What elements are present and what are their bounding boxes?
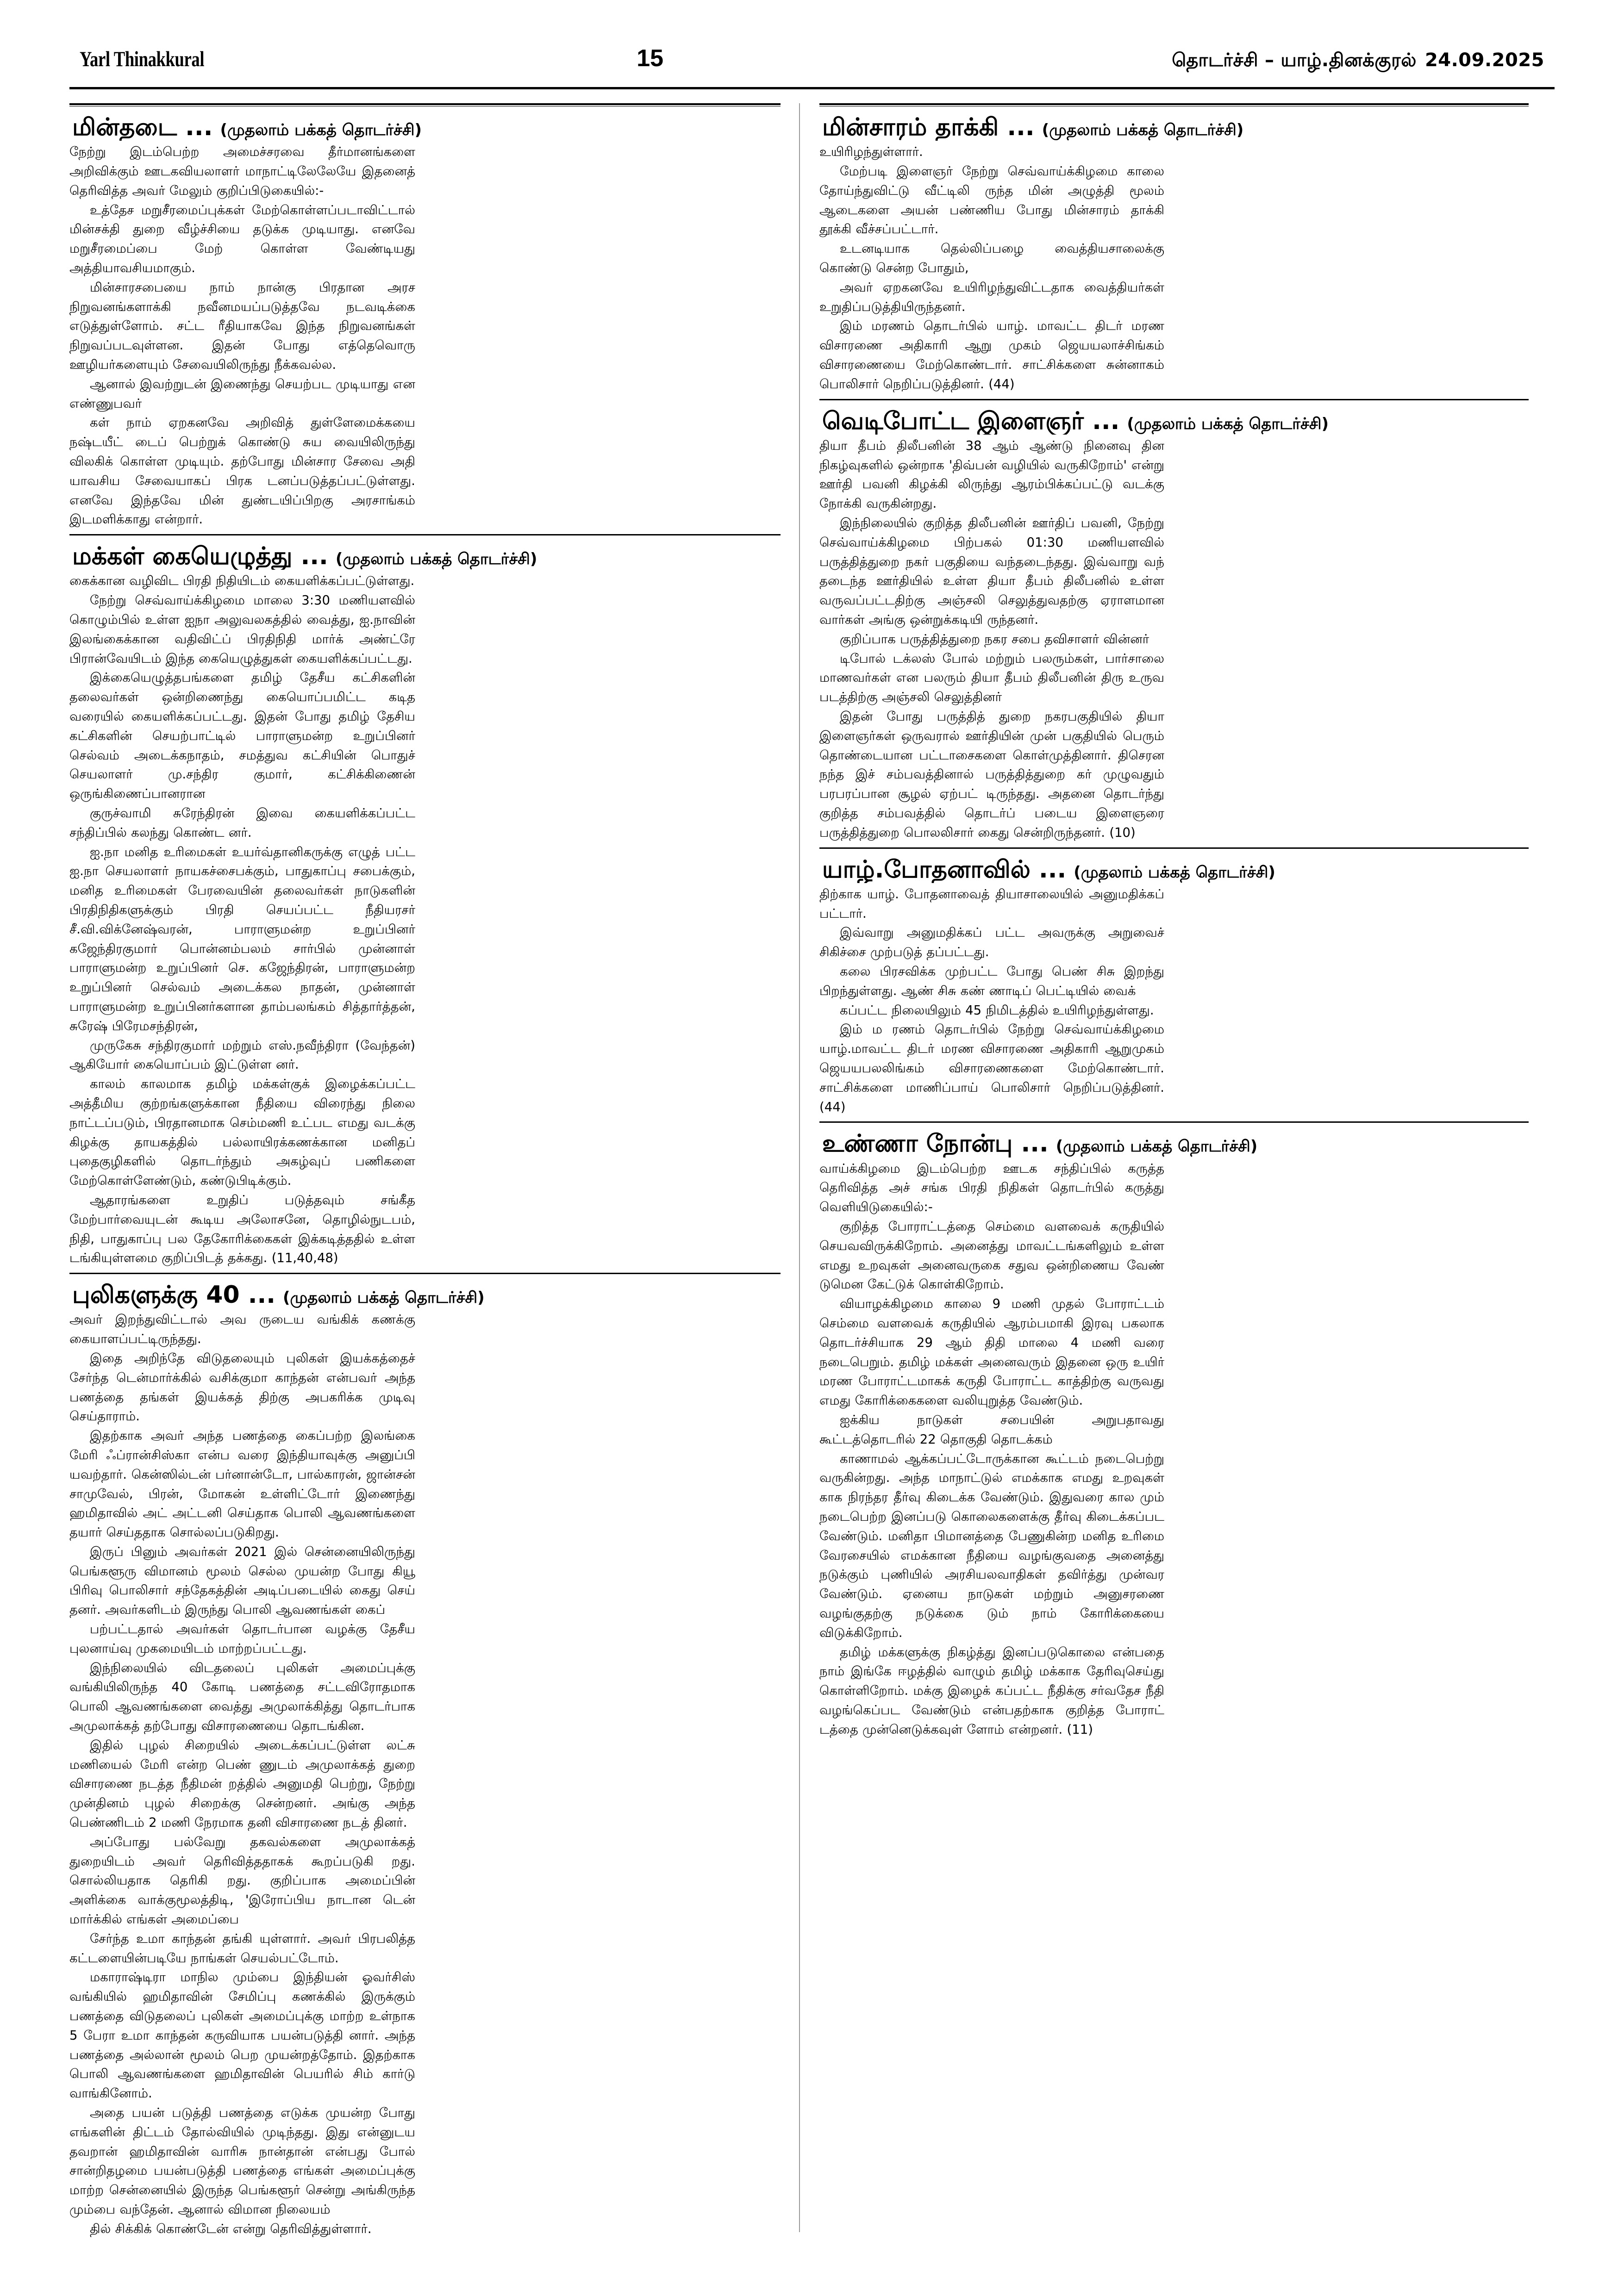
- article-top-rule: [819, 1121, 1529, 1123]
- paragraph: வாய்க்கிழமை இடம்பெற்ற ஊடக சந்திப்பில் கருத்த தெரிவித்த அச் சங்க பிரதி நிதிகள் தொடர்பில் கருத்து வெளியிடுகையில்:-: [819, 1161, 1164, 1215]
- article-body: [819, 885, 1529, 1117]
- headline-text: உண்ணா நோன்பு ...: [822, 1130, 1049, 1157]
- article-yaazh-pothanaavil: [819, 847, 1529, 1117]
- headline-text: மின்தடை ...: [72, 114, 213, 141]
- paragraph: ஆனால் இவற்றுடன் இணைந்து செயற்பட முடியாது என எண்ணுபவர்: [69, 376, 415, 411]
- article-unnaa-nonbu: [819, 1121, 1529, 1739]
- paragraph: கப்பட்ட நிலையிலும் 45 நிமிடத்தில் உயிரிழந்துள்ளது.: [840, 1002, 1154, 1018]
- article-top-rule: [819, 399, 1529, 400]
- right-column-group: [799, 103, 1529, 2232]
- paragraph: குறித்த போராட்டத்தை செம்மை வளவைக் கருதியில் செயவவிருக்கிறோம். அனைத்து மாவட்டங்களிலும் உள்ள எமது உறவுகள் அனைவருகை சதுவ ஒன்றிணைய வேண் டுமென கேட்டுக் கொள்கிறோம்.: [819, 1219, 1164, 1292]
- article-body: [819, 1159, 1529, 1740]
- article-body: [69, 1310, 781, 2239]
- page-header: [69, 44, 1555, 84]
- continuation-header: [1172, 50, 1544, 73]
- page-body: [69, 103, 1555, 2236]
- paragraph: குறிப்பாக பருத்தித்துறை நகர சபை தவிசாளர் வின்னர்: [840, 631, 1149, 647]
- header-dash: –: [1265, 50, 1274, 71]
- article-body: [819, 436, 1529, 843]
- headline-kicker: (முதலாம் பக்கத் தொடர்ச்சி): [220, 121, 422, 139]
- paragraph: குருச்வாமி சுரேந்திரன் இவை கையளிக்கப்பட்ட சந்திப்பில் கலந்து கொண்ட னர்.: [69, 805, 415, 840]
- paragraph: இந்நிலையில் குறித்த திலீபனின் ஊர்திப் பவனி, நேற்று செவ்வாய்க்கிழமை பிற்பகல் 01:30 மணியளவில் பருத்தித்துறை நகர் பகுதியை வந்தடைந்தது. இவ்வாறு வந் தடைந்த ஊர்தியில் உள்ள தியா தீபம் திலீபனில் உள்ள வருவப்பட்டதிற்கு அஞ்சலி செலுத்துவதற்கு ஏராளமான வார்கள் அங்கு ஒன்றுக்கடியி ருந்தனர்.: [819, 516, 1164, 627]
- paragraph: இம் ம ரணம் தொடர்பில் நேற்று செவ்வாய்க்கிழமை யாழ்.மாவட்ட திடர் மரண விசாரணை அதிகாரி ஆறுமுகம் ஜெயயபலலிங்கம் விசாரணைகளை மேற்கொண்டார். சாட்சிக்களை மாணிப்பாய் பொலிசார் நெறிப்படுத்தினர். (44): [819, 1022, 1164, 1114]
- article-headline: [69, 1282, 781, 1308]
- article-headline: [819, 856, 1529, 883]
- paragraph: அப்போது பல்வேறு தகவல்களை அமுலாக்கத் துறையிடம் அவர் தெரிவித்ததாகக் கூறப்படுகி றது. சொல்லியதாக தெரிகி றது. குறிப்பாக அமைப்பின் அளிக்கை வாக்குமூலத்திடி, 'இரோப்பிய நாடான டென் மார்க்கில் எங்கள் அமைப்பை: [69, 1834, 415, 1927]
- paragraph: அவர் ஏறகனவே உயிரிழந்துவிட்டதாக வைத்தியர்கள் உறுதிப்படுத்தியிருந்தனர்.: [819, 280, 1164, 314]
- headline-text: மக்கள் கையெழுத்து ...: [72, 543, 328, 570]
- paragraph: சேர்ந்த உமா காந்தன் தங்கி யுள்ளார். அவர் பிரபலித்த கட்டளையின்படியே நாங்கள் செயல்பட்டோம்.: [69, 1931, 415, 1966]
- paragraph: காணாமல் ஆக்கப்பட்டோருக்கான கூட்டம் நடைபெற்று வருகின்றது. அந்த மாநாட்டுல் எமக்காக எமது உறவுகள் காக நிரந்தர தீர்வு கிடைக்க வேண்டும். இதுவரை கால மும் நடைபெற்ற இனப்படு கொலைகளைக்கு தீர்வு கிடைக்கப்பட வேண்டும். மனிதா பிமானத்தை பேணுகின்ற மனித உரிமை வேரசையில் எமக்கான நீதியை வழங்குவதை அனைத்து நடுக்கும் புணியில் அரசியலவாதிகள் தவிர்த்து முன்வர வேண்டும். ஏனைய நாடுகள் மற்றும் அனுசரணை வழங்குதற்கு நடுக்கை டும் நாம் கோரிக்கையை விடுக்கிறோம்.: [819, 1451, 1164, 1640]
- article-body: [69, 572, 781, 1268]
- paragraph: நேற்று இடம்பெற்ற அமைச்சரவை தீர்மானங்களை அறிவிக்கும் ஊடகவியலாளர் மாநாட்டிலேலேயே இதனைத் தெரிவித்த அவர் மேலும் குறிப்பிடுகையில்:-: [69, 144, 415, 198]
- headline-kicker: (முதலாம் பக்கத் தொடர்ச்சி): [283, 1288, 485, 1307]
- headline-text: யாழ்.போதனாவில் ...: [822, 856, 1067, 883]
- paragraph: மின்சாரசபையை நாம் நான்கு பிரதான அரச நிறுவனங்களாக்கி நவீனமயப்படுத்தவே நடவடிக்கை எடுத்துள்ளோம். சட்ட ரீதியாகவே இந்த நிறுவனங்கள் நிறுவப்படவுள்ளன. இதன் போது எத்தெவொரு ஊழியர்களையும் சேவையிலிருந்து நீக்கவல்ல.: [69, 280, 415, 372]
- article-minsaram-thaakki: [819, 103, 1529, 394]
- paragraph: கலை பிரசவிக்க முற்பட்ட போது பெண் சிசு இறந்து பிறந்துள்ளது. ஆண் சிசு கண் ணாடிப் பெட்டியில் வைக்: [819, 964, 1164, 998]
- paragraph: காலம் காலமாக தமிழ் மக்கள்குக் இழைக்கப்பட்ட அத்தீமிய குற்றங்களுக்கான நீதியை விரைந்து நிலை நாட்டப்படும், பிரதானமாக செம்மணி உட்பட எமது வடக்கு கிழக்கு தாயகத்தில் பல்லாயிரக்கணக்கான மனிதப் புதைகுழிகளில் தொடர்ந்தும் அகழ்வுப் பணிகளை மேற்கொள்ளேண்டும், கண்டுபிடிக்கும்.: [69, 1076, 415, 1188]
- article-top-rule: [819, 847, 1529, 849]
- article-vedipotta-ilainjar: [819, 399, 1529, 843]
- paragraph: இக்கையெழுத்தபங்களை தமிழ் தேசீய கட்சிகளின் தலைவர்கள் ஒன்றிணைந்து கையொப்பமிட்ட கடித வரையில் கையளிக்கப்பட்டது. இதன் போது தமிழ் தேசிய கட்சிகளின் செயற்பாட்டில் பாராளுமன்ற உறுப்பினர் செல்வம் அடைக்கநாதம், சமத்துவ கட்சியின் பொதுச் செயலாளர் மு.சந்திர குமார், கட்சிக்கிணைன் ஒருங்கிணைப்பானரான: [69, 670, 415, 802]
- paragraph: டிபோல் டக்லஸ் போல் மற்றும் பலரும்கள், பார்சாலை மாணவர்கள் என பலரும் தியா தீபம் திலீபனின் திரு உருவ படத்திற்கு அஞ்சலி செலுத்தினர்: [819, 651, 1164, 705]
- headline-text: புலிகளுக்கு 40 ...: [72, 1282, 276, 1309]
- paragraph: இவ்வாறு அனுமதிக்கப் பட்ட அவருக்கு அறுவைச் சிகிச்சை முற்படுத் தப்பட்டது.: [819, 925, 1164, 960]
- paragraph: முருகேசு சந்திரகுமார் மற்றும் எஸ்.நவீந்திரா (வேந்தன்) ஆகியோர் கையொப்பம் இட்டுள்ள னர்.: [69, 1038, 415, 1072]
- paragraph: இதை அறிந்தே விடுதலையும் புலிகள் இயக்கத்தைச் சேர்ந்த டென்மார்க்கில் வசிக்குமா காந்தன் என்பவர் அந்த பணத்தை தங்கள் இயக்கத் திற்கு அபகரிக்க முடிவு செய்தாராம்.: [69, 1350, 415, 1424]
- article-top-rule: [819, 103, 1529, 106]
- paragraph: இருப் பினும் அவர்கள் 2021 இல் சென்னையிலிருந்து பெங்களூரு விமானம் மூலம் செல்ல முயன்ற போது கியூ பிரிவு பொலிசார் சந்தேகத்தின் அடிப்படையில் கைது செய் தனர். அவர்களிடம் இருந்து பொலி ஆவணங்கள் கைப்: [69, 1544, 415, 1618]
- headline-kicker: (முதலாம் பக்கத் தொடர்ச்சி): [1127, 414, 1329, 433]
- paragraph: அதை பயன் படுத்தி பணத்தை எடுக்க முயன்ற போது எங்களின் திட்டம் தோல்வியில் முடிந்தது. இது என்னுடய தவறான் ஹமிதாவின் வாரிசு நான்தான் என்பது போல் சான்றிதழமை பயன்படுத்தி பணத்தை எங்கள் அமைப்புக்கு மாற்ற சென்னையில் இருந்த பெங்களூர் சென்று அங்கிருந்த மும்பை வந்தேன். ஆனால் விமான நிலையம்: [69, 2105, 415, 2217]
- headline-kicker: (முதலாம் பக்கத் தொடர்ச்சி): [335, 550, 537, 569]
- paragraph: மேற்படி இளைஞர் நேற்று செவ்வாய்க்கிழமை காலை தோய்ந்துவிட்டு வீட்டிலி ருந்த மின் அழுத்தி மூலம் ஆடைகளை அயன் பண்ணிய போது மின்சாரம் தாக்கி தூக்கி வீச்சப்பட்டார்.: [819, 164, 1164, 237]
- left-column-group: [69, 103, 799, 2236]
- paragraph: அவர் இறந்துவிட்டால் அவ ருடைய வங்கிக் கணக்கு கையாளப்பட்டிருந்தது.: [69, 1312, 415, 1347]
- article-headline: [819, 114, 1529, 141]
- paragraph: இதன் போது பருத்தித் துறை நகரபகுதியில் தியா இளைஞர்கள் ஒருவரால் ஊர்தியின் முன் பகுதியில் பெரும் தொண்டையான பட்டாசைகளை கொள்முத்தினார். திசெரன நந்த இச் சம்பவத்தினால் பருத்தித்துறை கர் முழுவதும் பரபரப்பான சூழல் ஏற்பட் டிருந்தது. அதனை தொடர்ந்து குறித்த சம்பவத்தில் தொடர்ப் படைய இளைஞரை பருத்தித்துறை பொலலிசார் கைது சென்றிருந்தனர். (10): [819, 709, 1164, 840]
- headline-text: மின்சாரம் தாக்கி ...: [822, 114, 1035, 141]
- article-top-rule: [69, 534, 781, 535]
- paragraph: தமிழ் மக்களுக்கு நிகழ்த்து இனப்படுகொலை என்பதை நாம் இங்கே ஈழத்தில் வாழும் தமிழ் மக்காக தேரிவுசெய்து கொள்ளிறோம். மக்கு இழைக் கப்பட்ட நீதிக்கு சர்வதேச நீதி வழங்கெப்பட வேண்டும் என்பதற்காக குறித்த போராட் டத்தை முன்னெடுக்கவுள் ளோம் என்றனர். (11): [819, 1644, 1164, 1737]
- paragraph: உடனடியாக தெல்லிப்பழை வைத்தியசாலைக்கு கொண்டு சென்ற போதும்,: [819, 241, 1164, 276]
- paragraph: இதற்காக அவர் அந்த பணத்தை கைப்பற்ற இலங்கை மேரி ஃப்ரான்சிஸ்கா என்ப வரை இந்தியாவுக்கு அனுப்பி யவற்தார். கென்ஸில்டன் பர்னான்டோ, பால்காரன், ஜான்சன் சாமுவேல், பிரன், மோகன் உள்ளிட்டோர் இணைந்து ஹமிதாவில் அட் அட்டனி செய்தாக பொலி ஆவணங்களை தயார் செய்ததாக சொல்லப்படுகிறது.: [69, 1428, 415, 1540]
- article-pulikalukku-40: [69, 1273, 781, 2239]
- masthead-paper-name-tamil: யாழ்.தினக்குரல்: [1280, 50, 1417, 71]
- article-headline: [819, 408, 1529, 435]
- paragraph: இதில் புழல் சிறையில் அடைக்கப்பட்டுள்ள லட்சு மணியைல் மேரி என்ற பெண் ணுடம் அமுலாக்கத் துறை விசாரணை நடத்த நீதிமன் றத்தில் அனுமதி பெற்று, நேற்று முன்தினம் புழல் சிறைக்கு சென்றனர். அங்கு அந்த பெண்ணிடம் 2 மணி நேரமாக தனி விசாரணை நடத் தினர்.: [69, 1737, 415, 1830]
- paragraph: இந்நிலையில் விடதலைப் புலிகள் அமைப்புக்கு வங்கியிலிருந்த 40 கோடி பணத்தை சட்டவிரோதமாக பொலி ஆவணங்களை வைத்து அமுலாக்கித்து தொடர்பாக அமுலாக்கத் தற்போது விசாரணையை தொடங்கின.: [69, 1660, 415, 1734]
- paragraph: ஆதாரங்களை உறுதிப் படுத்தவும் சங்கீத மேற்பார்வையுடன் கூடிய அலோசனே, தொழில்நுடபம், நிதி, பாதுகாப்பு பல தேகோரிக்கைகள் இக்கடித்ததில் உள்ள டங்கியுள்ளமை குறிப்பிடத் தக்கது. (11,40,48): [69, 1192, 415, 1266]
- paragraph: கைக்கான வழிவிட பிரதி நிதியிடம் கையளிக்கப்பட்டுள்ளது.: [69, 573, 415, 589]
- headline-kicker: (முதலாம் பக்கத் தொடர்ச்சி): [1074, 863, 1275, 882]
- paragraph: இம் மரணம் தொடர்பில் யாழ். மாவட்ட திடர் மரண விசாரணை அதிகாரி ஆறு முகம் ஜெயயலாச்சிங்கம் விசாரணையை மேற்கொண்டார். சாட்சிக்களை சுன்னாகம் பொலிசார் நெறிப்படுத்தினர். (44): [819, 318, 1164, 392]
- paragraph: உயிரிழந்துள்ளார்.: [819, 144, 923, 160]
- paragraph: திற்காக யாழ். போதனாவைத் தியாசாலையில் அனுமதிக்கப் பட்டார்.: [819, 886, 1164, 921]
- masthead-rule: [69, 87, 1555, 89]
- issue-date: 24.09.2025: [1424, 50, 1544, 71]
- article-minthadai: [69, 103, 781, 529]
- paragraph: உத்தேச மறுசீரமைப்புக்கள் மேற்கொள்ளப்படாவிட்டால் மின்சக்தி துறை வீழ்ச்சியை தடுக்க முடியாது. எனவே மறுசீரமைப்பை மேற் கொள்ள வேண்டியது அத்தியாவசியமாகும்.: [69, 202, 415, 276]
- article-makkal-kaiyezhuththu: [69, 534, 781, 1268]
- paragraph: ஐ.நா மனித உரிமைகள் உயர்வ்தானிகருக்கு எழுத் பட்ட ஐ.நா செயலாளர் நாயகச்சைபக்கும், பாதுகாப்பு சபைக்கும், மனித உரிமைகள் பேரவையின் தலைவர்கள் நாடுகளின் பிரதிநிதிகளுக்கும் பிரதி செயப்பட்ட நீதியரசர் சீ.வி.விக்னேஷ்வரன், பாராளுமன்ற உறுப்பினர் கஜேந்திரகுமார் பொன்னம்பலம் சார்பில் முன்னாள் பாராளுமன்ற உறுப்பினர் செ. கஜேந்திரன், பாராளுமன்ற உறுப்பினர் செல்வம் அடைக்கல நாதன், முன்னாள் பாராளுமன்ற உறுப்பினர்களான தாம்பலங்கம் சித்தார்த்தன், சுரேஷ் பிரேமசந்திரன்,: [69, 844, 415, 1033]
- article-top-rule: [69, 1273, 781, 1274]
- page-number: 15: [637, 45, 664, 72]
- paragraph: தில் சிக்கிக் கொண்டேன் என்று தெரிவித்துள்ளார்.: [90, 2221, 372, 2236]
- paragraph: நேற்று செவ்வாய்க்கிழமை மாலை 3:30 மணியளவில் கொழும்பில் உள்ள ஐநா அலுவலகத்தில் வைத்து, ஐ.நாவின் இலங்கைக்கான வதிவிட்ப் பிரதிநிதி மார்க் அண்ட்ரே பிரான்வேயிடம் இந்த கையெழுத்துகள் கையளிக்கப்பட்டது.: [69, 593, 415, 666]
- headline-kicker: (முதலாம் பக்கத் தொடர்ச்சி): [1042, 121, 1244, 139]
- paragraph: தியா தீபம் திலீபனின் 38 ஆம் ஆண்டு நினைவு தின நிகழ்வுகளில் ஒன்றாக 'திவ்பன் வழியில் வருகிறோம்' என்று ஊர்தி பவனி கிழக்கி லிருந்து ஆரம்பிக்கப்பட்டு வடக்கு நோக்கி வருகின்றது.: [819, 438, 1164, 511]
- masthead-paper-name-latin: Yarl Thinakkural: [80, 47, 205, 71]
- paragraph: வியாழக்கிழமை காலை 9 மணி முதல் போராட்டம் செம்மை வளவைக் கருதியில் ஆரம்பமாகி இரவு பகலாக தொடர்ச்சியாக 29 ஆம் திதி மாலை 4 மணி வரை நடைபெறும். தமிழ் மக்கள் அனைவரும் இதனை ஒரு உயிர் மரண போராட்டமாகக் கருதி போராட்ட காத்திற்கு வருவது எமது கோரிக்கைகளை வலியுறுத்த வேண்டும்.: [819, 1296, 1164, 1408]
- article-headline: [819, 1130, 1529, 1157]
- article-top-rule: [69, 103, 781, 106]
- article-body: [819, 143, 1529, 394]
- headline-kicker: (முதலாம் பக்கத் தொடர்ச்சி): [1056, 1137, 1258, 1156]
- paragraph: பற்பட்டதால் அவர்கள் தொடர்பான வழக்கு தேசீய புலனாய்வு முகமையிடம் மாற்றப்பட்டது.: [69, 1622, 415, 1656]
- paragraph: கள் நாம் ஏறகனவே அறிவித் துள்ளேமைக்கயை நஷ்டயீட் டைப் பெற்றுக் கொண்டு சுய வையிலிருந்து விலகிக் கொள்ள முடியும். தற்போது மின்சார சேவை அதி யாவசிய சேவையாகப் பிரக டனப்படுத்தப்பட்டுள்ளது. எனவே இந்தவே மின் துண்டயிப்பிறகு அரசாங்கம் இடமளிக்காது என்றார்.: [69, 415, 415, 527]
- paragraph: ஐக்கிய நாடுகள் சபையின் அறுபதாவது கூட்டத்தொடரில் 22 தொகுதி தொடக்கம்: [819, 1412, 1164, 1447]
- headline-text: வெடிபோட்ட இளைஞர் ...: [822, 407, 1120, 435]
- article-headline: [69, 114, 781, 141]
- article-body: [69, 143, 781, 529]
- paragraph: மகாராஷ்டிரா மாநில மும்பை இந்தியன் ஓவர்சிஸ் வங்கியில் ஹமிதாவின் சேமிப்பு கணக்கில் இருக்கும் பணத்தை விடுதலைப் புலிகள் அமைப்புக்கு மாற்ற உள்நாக 5 பேரா உமா காந்தன் கருவியாக பயன்படுத்தி னார். அந்த பணத்தை அல்லான் மூலம் பெற முயன்றத்தோம். இதற்காக பொலி ஆவணங்களை ஹமிதாவின் பெயரில் சிம் கார்டு வாங்கினோம்.: [69, 1970, 415, 2101]
- continuation-label: தொடர்ச்சி: [1172, 50, 1259, 71]
- article-headline: [69, 543, 781, 570]
